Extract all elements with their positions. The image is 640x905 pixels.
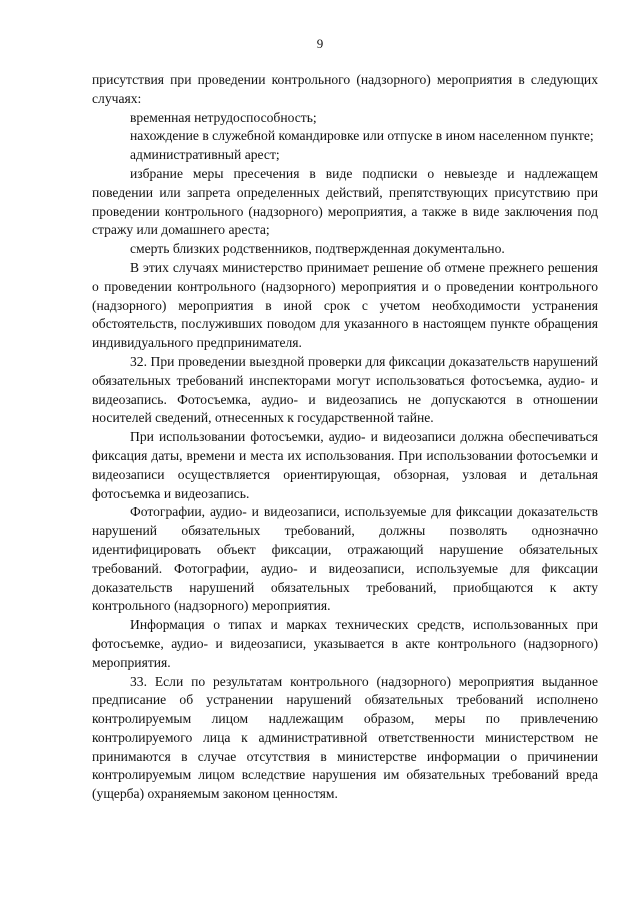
paragraph-section-32: 32. При проведении выездной проверки для фиксации доказательств нарушений обязательных требований инспекторами могут использоваться фотосъемка, аудио- и видеозапись. Фотосъемка, аудио- и видеозапись не допускаются в отношении носителей сведений, отнесенных к государственной тайне. — [92, 353, 598, 426]
list-item-administrative-arrest: административный арест; — [130, 147, 280, 163]
list-item-preventive-measure: избрание меры пресечения в виде подписки о невыезде и надлежащем поведении или запрета определенных действий, препятствующих присутствию при проведении контрольного (надзорного) мероприятия, а также в виде заключения под стражу или домашнего ареста; — [92, 165, 598, 238]
list-item-business-trip: нахождение в служебной командировке или отпуске в ином населенном пункте; — [130, 128, 594, 144]
page-number: 9 — [316, 36, 324, 51]
paragraph-fixation-requirements: При использовании фотосъемки, аудио- и видеозаписи должна обеспечиваться фиксация даты, времени и места их использования. При использовании фотосъемки и видеозаписи осуществляется ориентирующая, обзорная, узловая и детальная фотосъемка и видеозапись. — [92, 429, 598, 501]
paragraph-photo-identification: Фотографии, аудио- и видеозаписи, используемые для фиксации доказательств нарушений обязательных требований, должны позволять однозначно идентифицировать объект фиксации, отражающий нарушение обязательных требований. Фотографии, аудио- и видеозаписи, используемые для фиксации доказательств нарушений обязательных требований, приобщаются к акту контрольного (надзорного) мероприятия. — [92, 504, 598, 614]
paragraph-technical-means-info: Информация о типах и марках технических средств, использованных при фотосъемке, аудио- и видеозаписи, указывается в акте контрольного (надзорного) мероприятия. — [92, 617, 598, 670]
paragraph-section-33: 33. Если по результатам контрольного (надзорного) мероприятия выданное предписание об устранении нарушений обязательных требований исполнено контролируемым лицом надлежащим образом, меры по привлечению контролируемого лица к административной ответственности министерством не принимаются в случае отсутствия в министерстве информации о причинении контролируемым лицом вследствие нарушения им обязательных требований вреда (ущерба) охраняемым законом ценностям. — [92, 673, 598, 802]
list-item-death-of-relatives: смерть близких родственников, подтвержденная документально. — [130, 241, 505, 257]
paragraph-cancellation-decision: В этих случаях министерство принимает решение об отмене прежнего решения о проведении контрольного (надзорного) мероприятия и о проведении контрольного (надзорного) мероприятия в иной срок с учетом необходимости устранения обстоятельств, послуживших поводом для указанного в настоящем пункте обращения индивидуального предпринимателя. — [92, 259, 598, 351]
list-item-temporary-disability: временная нетрудоспособность; — [130, 109, 317, 125]
document-body — [92, 71, 598, 804]
paragraph-presence-cases-intro: присутствия при проведении контрольного (надзорного) мероприятия в следующих случаях: — [92, 72, 598, 106]
